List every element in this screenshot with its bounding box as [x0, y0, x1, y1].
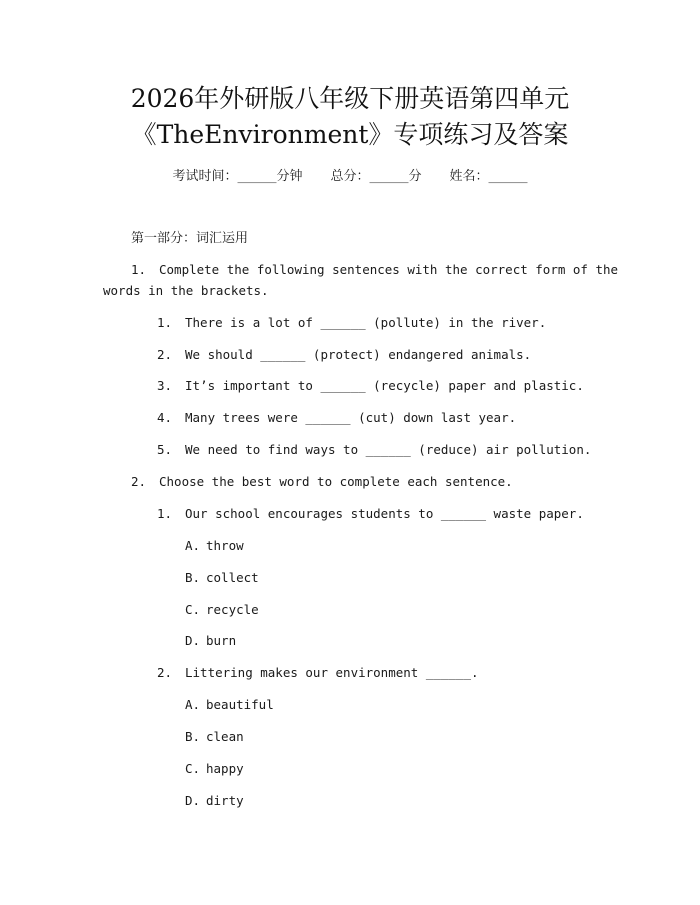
option-item [185, 537, 244, 555]
question-text: Complete the following sentences with the correct form of the [159, 262, 619, 277]
item-number: 1. [157, 506, 173, 521]
item-number: 1. [157, 315, 173, 330]
list-item [157, 314, 546, 332]
item-number: 4. [157, 410, 173, 425]
option-letter: A. [185, 697, 201, 712]
list-item [157, 409, 516, 427]
total-score-field: 总分：______分 [330, 169, 422, 184]
list-item [157, 441, 591, 459]
name-field: 姓名：______ [449, 169, 528, 184]
option-item [185, 632, 236, 650]
item-number: 2. [157, 347, 173, 362]
item-number: 3. [157, 378, 173, 393]
item-number: 5. [157, 442, 173, 457]
question-text: Choose the best word to complete each sentence. [159, 474, 513, 489]
item-text: We should ______ (protect) endangered animals. [185, 347, 532, 362]
list-item [157, 346, 531, 364]
option-letter: D. [185, 633, 201, 648]
question-number: 1. [131, 262, 147, 277]
option-text: clean [206, 729, 244, 744]
question-number: 2. [131, 474, 147, 489]
list-item [157, 377, 584, 395]
option-text: recycle [206, 602, 259, 617]
question-1-instruction [131, 261, 618, 279]
page-title-line-1: 2026年外研版八年级下册英语第四单元 [130, 84, 570, 113]
question-1-instruction-cont: words in the brackets. [103, 283, 269, 298]
section-heading: 第一部分：词汇运用 [131, 231, 249, 246]
option-letter: D. [185, 793, 201, 808]
option-text: happy [206, 761, 244, 776]
exam-time-field: 考试时间：______分钟 [172, 169, 303, 184]
page-title-line-2: 《TheEnvironment》专项练习及答案 [131, 120, 569, 149]
option-letter: A. [185, 538, 201, 553]
option-letter: C. [185, 602, 201, 617]
option-text: beautiful [206, 697, 274, 712]
item-text: We need to find ways to ______ (reduce) air pollution. [185, 442, 592, 457]
option-text: collect [206, 570, 259, 585]
option-item [185, 601, 259, 619]
option-item [185, 728, 244, 746]
option-item [185, 760, 244, 778]
list-item [157, 664, 479, 682]
question-2-instruction [131, 473, 513, 491]
exam-info [0, 168, 700, 186]
list-item [157, 505, 584, 523]
option-item [185, 696, 274, 714]
option-letter: C. [185, 761, 201, 776]
option-text: throw [206, 538, 244, 553]
option-letter: B. [185, 570, 201, 585]
item-text: There is a lot of ______ (pollute) in the river. [185, 315, 547, 330]
option-text: dirty [206, 793, 244, 808]
option-letter: B. [185, 729, 201, 744]
option-item [185, 569, 259, 587]
item-text: It’s important to ______ (recycle) paper and plastic. [185, 378, 584, 393]
item-text: Many trees were ______ (cut) down last year. [185, 410, 517, 425]
option-text: burn [206, 633, 237, 648]
item-text: Our school encourages students to ______ waste paper. [185, 506, 584, 521]
item-text: Littering makes our environment ______. [185, 665, 479, 680]
option-item [185, 792, 244, 810]
item-number: 2. [157, 665, 173, 680]
